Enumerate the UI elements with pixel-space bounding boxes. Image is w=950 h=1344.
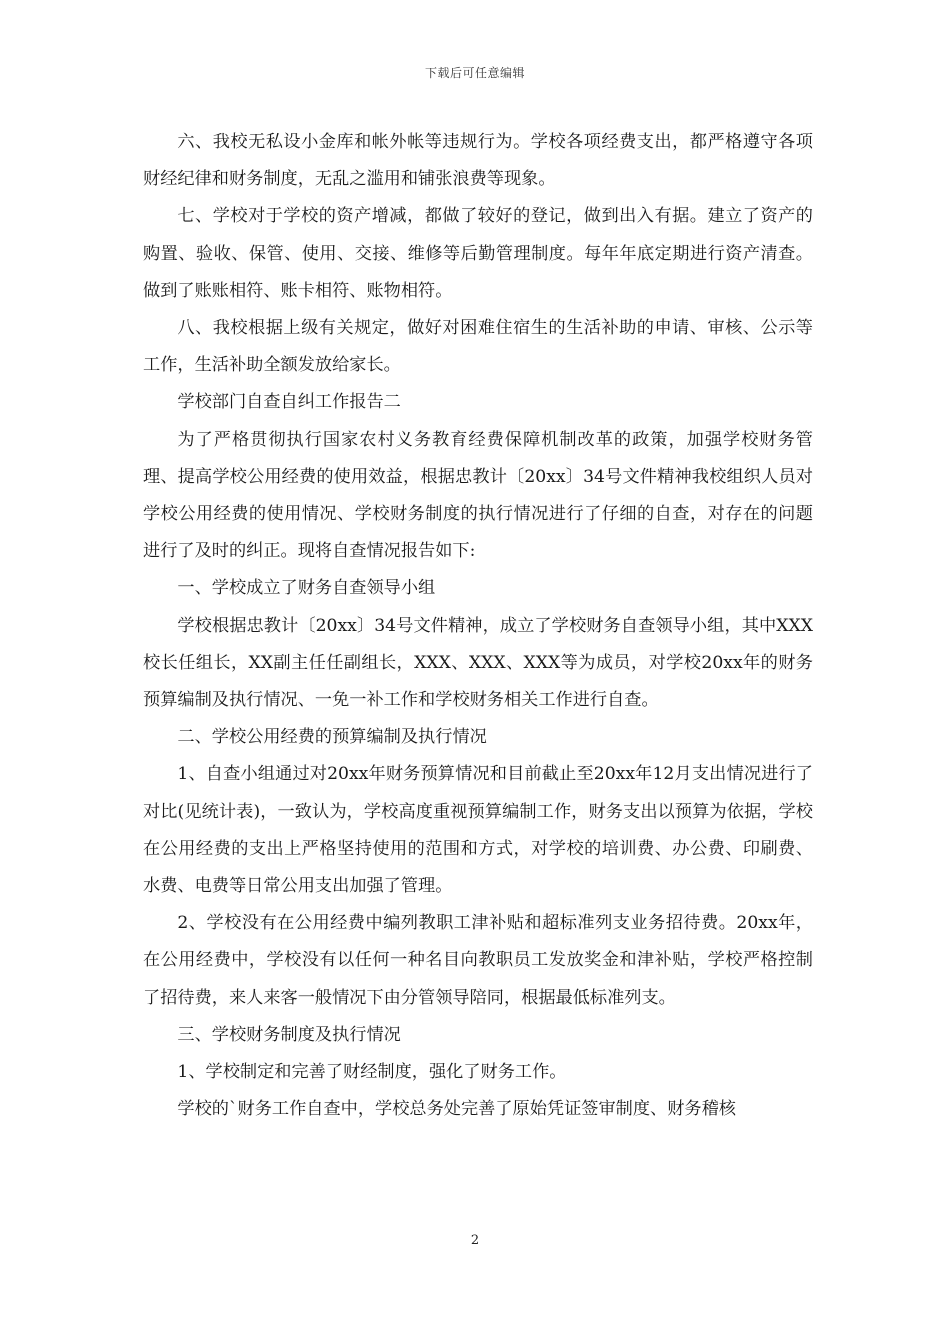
page-number: 2 (470, 1233, 480, 1248)
section-3-item-1: 1、学校制定和完善了财经制度，强化了财务工作。 (177, 1062, 567, 1083)
section-heading-2: 二、学校公用经费的预算编制及执行情况 (177, 727, 487, 748)
section-1-paragraph: 学校根据忠教计〔20xx〕34号文件精神，成立了学校财务自查领导小组，其中XXX校长任组长，XX副主任任副组长，XXX、XXX、XXX等为成员，对学校20xx年的财务预算编制及执行情况、一免一补工作和学校财务相关工作进行自查。 (143, 615, 813, 711)
report-intro-paragraph: 为了严格贯彻执行国家农村义务教育经费保障机制改革的政策，加强学校财务管理、提高学校公用经费的使用效益，根据忠教计〔20xx〕34号文件精神我校组织人员对学校公用经费的使用情况、学校财务制度的执行情况进行了仔细的自查，对存在的问题进行了及时的纠正。现将自查情况报告如下: (143, 429, 813, 562)
section-heading-3: 三、学校财务制度及执行情况 (177, 1024, 401, 1045)
paragraph-item-7: 七、学校对于学校的资产增减，都做了较好的登记，做到出入有据。建立了资产的购置、验收、保管、使用、交接、维修等后勤管理制度。每年年底定期进行资产清查。做到了账账相符、账卡相符、账物相符。 (143, 206, 813, 301)
paragraph-item-6: 六、我校无私设小金库和帐外帐等违规行为。学校各项经费支出，都严格遵守各项财经纪律和财务制度，无乱之滥用和铺张浪费等现象。 (143, 132, 813, 190)
page-header-note: 下载后可任意编辑 (424, 66, 525, 80)
paragraph-item-8: 八、我校根据上级有关规定，做好对困难住宿生的生活补助的申请、审核、公示等工作，生活补助全额发放给家长。 (143, 318, 813, 376)
report-two-title: 学校部门自查自纠工作报告二 (177, 392, 401, 413)
section-3-paragraph: 学校的`财务工作自查中，学校总务处完善了原始凭证签审制度、财务稽核 (177, 1099, 736, 1120)
section-2-item-1: 1、自查小组通过对20xx年财务预算情况和目前截止至20xx年12月支出情况进行了对比(见统计表)，一致认为，学校高度重视预算编制工作，财务支出以预算为依据，学校在公用经费的支出上严格坚持使用的范围和方式，对学校的培训费、办公费、印刷费、水费、电费等日常公用支出加强了管理。 (143, 764, 813, 897)
section-heading-1: 一、学校成立了财务自查领导小组 (177, 578, 436, 599)
document-body (143, 124, 813, 1128)
section-2-item-2: 2、学校没有在公用经费中编列教职工津补贴和超标准列支业务招待费。20xx年，在公用经费中，学校没有以任何一种名目向教职员工发放奖金和津补贴，学校严格控制了招待费，来人来客一般情况下由分管领导陪同，根据最低标准列支。 (143, 913, 813, 1008)
